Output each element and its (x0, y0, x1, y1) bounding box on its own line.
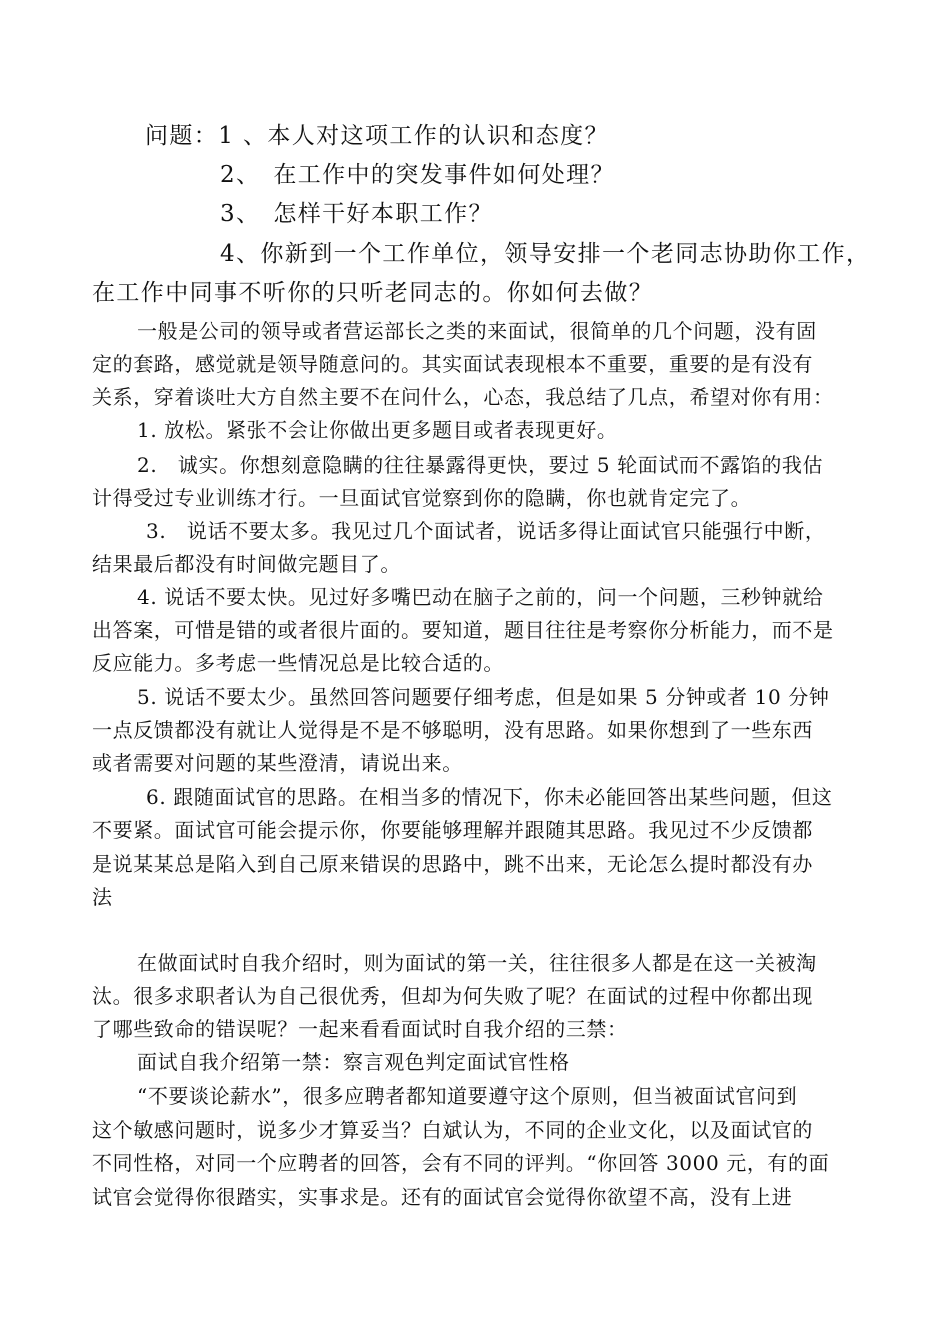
tip-3-line-1: 3. 说话不要太多。我见过几个面试者，说话多得让面试官只能强行中断， (146, 519, 826, 543)
tip-4-line-1: 4. 说话不要太快。见过好多嘴巴动在脑子之前的，问一个问题，三秒钟就给 (137, 585, 824, 609)
intro-line-3: 关系，穿着谈吐大方自然主要不在问什么，心态，我总结了几点，希望对你有用： (92, 385, 834, 409)
self-intro-heading: 面试自我介绍第一禁：察言观色判定面试官性格 (137, 1050, 570, 1074)
self-intro-line-1: 在做面试时自我介绍时，则为面试的第一关，往往很多人都是在这一关被淘 (137, 951, 817, 975)
tip-2-line-2: 计得受过专业训练才行。一旦面试官觉察到你的隐瞒，你也就肯定完了。 (92, 486, 752, 510)
tip-1: 1. 放松。紧张不会让你做出更多题目或者表现更好。 (137, 418, 618, 442)
tip-6-line-4: 法 (92, 885, 113, 909)
tip-6-line-2: 不要紧。面试官可能会提示你，你要能够理解并跟随其思路。我见过不少反馈都 (92, 818, 813, 842)
intro-line-2: 定的套路，感觉就是领导随意问的。其实面试表现根本不重要，重要的是有没有 (92, 352, 813, 376)
tip-6-line-3: 是说某某总是陷入到自己原来错误的思路中，跳不出来，无论怎么提时都没有办 (92, 852, 813, 876)
self-intro-paragraph-line-1: “不要谈论薪水”，很多应聘者都知道要遵守这个原则，但当被面试官问到 (137, 1084, 798, 1108)
tip-5-line-1: 5. 说话不要太少。虽然回答问题要仔细考虑，但是如果 5 分钟或者 10 分钟 (137, 685, 830, 709)
question-3: 3、 怎样干好本职工作？ (220, 201, 493, 227)
question-2: 2、 在工作中的突发事件如何处理？ (220, 162, 615, 188)
question-1: 问题：1 、本人对这项工作的认识和态度？ (145, 123, 609, 149)
tip-4-line-2: 出答案，可惜是错的或者很片面的。要知道，题目往往是考察你分析能力，而不是 (92, 618, 834, 642)
self-intro-line-3: 了哪些致命的错误呢？一起来看看面试时自我介绍的三禁： (92, 1017, 628, 1041)
self-intro-line-2: 汰。很多求职者认为自己很优秀，但却为何失败了呢？在面试的过程中你都出现 (92, 984, 813, 1008)
question-4-line-1: 4、你新到一个工作单位，领导安排一个老同志协助你工作， (220, 241, 871, 267)
self-intro-paragraph-line-4: 试官会觉得你很踏实，实事求是。还有的面试官会觉得你欲望不高，没有上进 (92, 1185, 793, 1209)
tip-3-line-2: 结果最后都没有时间做完题目了。 (92, 552, 401, 576)
tip-6-line-1: 6. 跟随面试官的思路。在相当多的情况下，你未必能回答出某些问题，但这 (146, 785, 833, 809)
tip-2-line-1: 2. 诚实。你想刻意隐瞒的往往暴露得更快，要过 5 轮面试而不露馅的我估 (137, 453, 824, 477)
self-intro-paragraph-line-2: 这个敏感问题时，说多少才算妥当？白斌认为，不同的企业文化，以及面试官的 (92, 1118, 813, 1142)
tip-4-line-3: 反应能力。多考虑一些情况总是比较合适的。 (92, 651, 504, 675)
question-4-line-2: 在工作中同事不听你的只听老同志的。你如何去做？ (92, 280, 654, 306)
self-intro-paragraph-line-3: 不同性格，对同一个应聘者的回答，会有不同的评判。“你回答 3000 元，有的面 (92, 1151, 830, 1175)
tip-5-line-2: 一点反馈都没有就让人觉得是不是不够聪明，没有思路。如果你想到了一些东西 (92, 718, 813, 742)
tip-5-line-3: 或者需要对问题的某些澄清，请说出来。 (92, 751, 463, 775)
intro-line-1: 一般是公司的领导或者营运部长之类的来面试，很简单的几个问题，没有固 (137, 319, 817, 343)
